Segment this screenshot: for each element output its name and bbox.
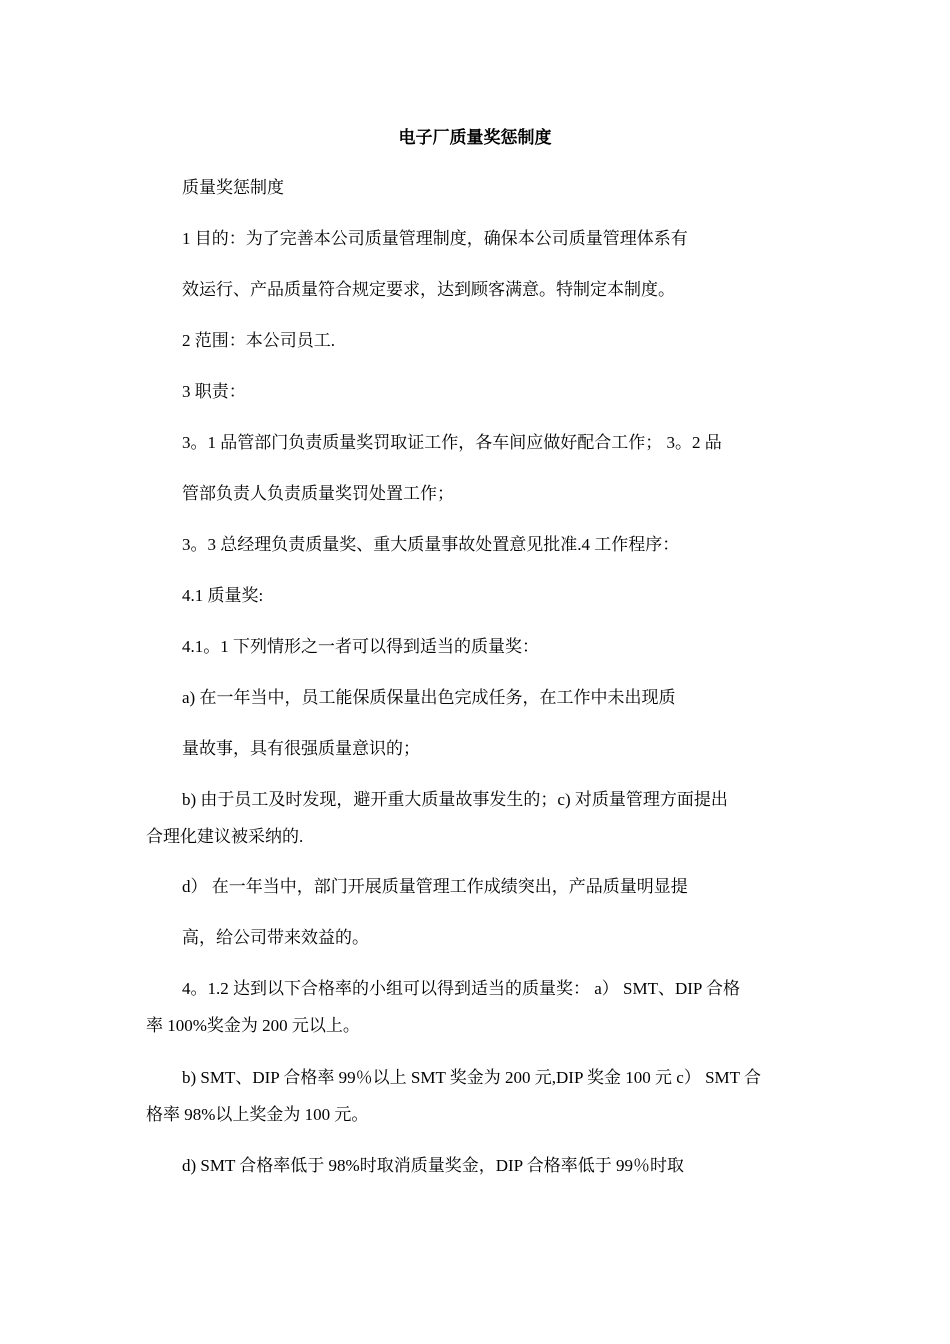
- paragraph-line: 4.1。1 下列情形之一者可以得到适当的质量奖：: [182, 637, 539, 656]
- paragraph-line: 3。1 品管部门负责质量奖罚取证工作，各车间应做好配合工作； 3。2 品: [182, 433, 722, 452]
- paragraph-line: 格率 98%以上奖金为 100 元。: [146, 1105, 369, 1124]
- paragraph-line: d) SMT 合格率低于 98%时取消质量奖金，DIP 合格率低于 99％时取: [182, 1156, 684, 1175]
- paragraph-line: d） 在一年当中，部门开展质量管理工作成绩突出，产品质量明显提: [182, 877, 688, 896]
- paragraph-line: 率 100%奖金为 200 元以上。: [146, 1016, 360, 1035]
- paragraph-line: 4。1.2 达到以下合格率的小组可以得到适当的质量奖： a） SMT、DIP 合格: [182, 979, 741, 998]
- paragraph-line: b) 由于员工及时发现，避开重大质量故事发生的；c) 对质量管理方面提出: [182, 790, 728, 809]
- paragraph-line: b) SMT、DIP 合格率 99％以上 SMT 奖金为 200 元,DIP 奖金 100 元 c） SMT 合: [182, 1068, 761, 1087]
- paragraph-line: 4.1 质量奖:: [182, 586, 264, 605]
- paragraph-line: 2 范围：本公司员工.: [182, 331, 335, 350]
- paragraph-line: 合理化建议被采纳的.: [146, 827, 304, 846]
- paragraph-line: 管部负责人负责质量奖罚处置工作；: [182, 484, 454, 503]
- document-title: 电子厂质量奖惩制度: [398, 128, 552, 147]
- paragraph-line: 效运行、产品质量符合规定要求，达到顾客满意。特制定本制度。: [182, 280, 675, 299]
- paragraph-line: 量故事，具有很强质量意识的；: [182, 739, 420, 758]
- paragraph-line: 质量奖惩制度: [182, 178, 284, 197]
- paragraph-line: 3 职责：: [182, 382, 246, 401]
- paragraph-line: a) 在一年当中，员工能保质保量出色完成任务，在工作中未出现质: [182, 688, 676, 707]
- paragraph-line: 高，给公司带来效益的。: [182, 928, 369, 947]
- paragraph-line: 3。3 总经理负责质量奖、重大质量事故处置意见批准.4 工作程序：: [182, 535, 680, 554]
- paragraph-line: 1 目的：为了完善本公司质量管理制度，确保本公司质量管理体系有: [182, 229, 688, 248]
